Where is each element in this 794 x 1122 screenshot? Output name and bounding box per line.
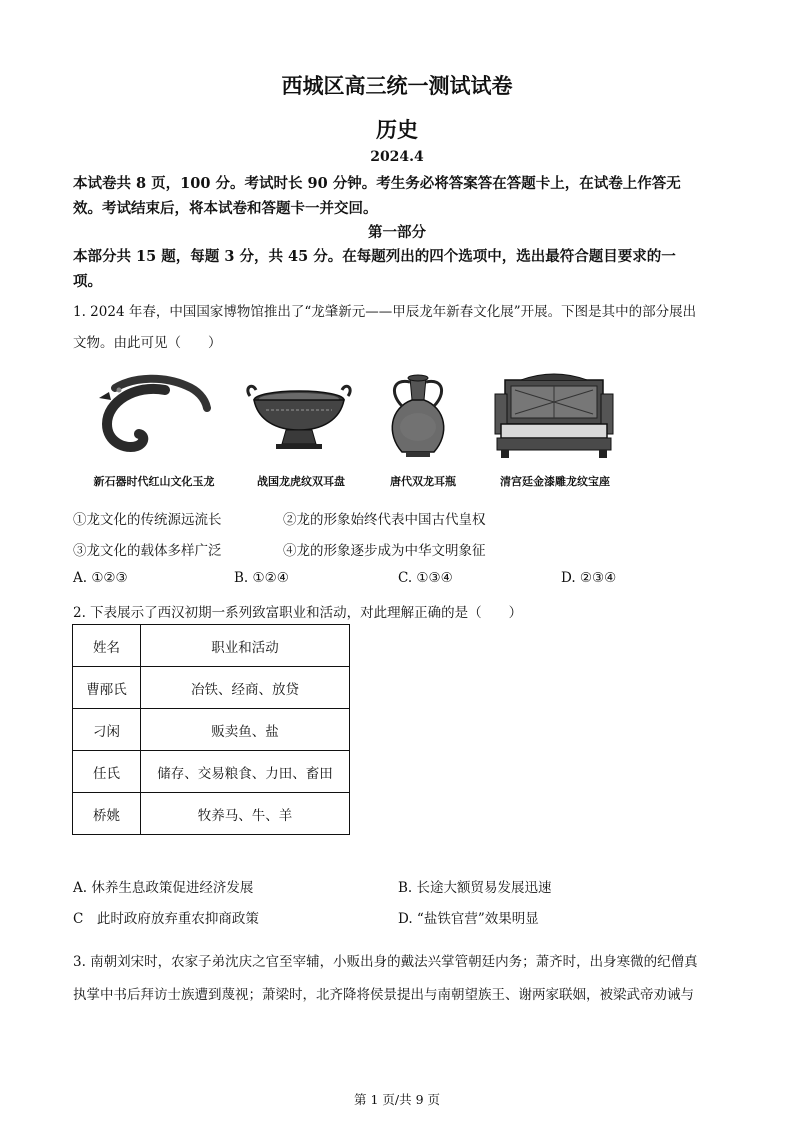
- table-cell-name: 桥姚: [73, 793, 141, 835]
- table-row: [73, 793, 350, 835]
- q2-option-b[interactable]: B. 长途大额贸易发展迅速: [398, 880, 552, 896]
- q2-option-d[interactable]: D. “盐铁官营”效果明显: [398, 911, 539, 927]
- jade-dragon-icon: [95, 374, 220, 456]
- table-row: [73, 751, 350, 793]
- q1-stem-line-2: 文物。由此可见（ ）: [73, 335, 222, 351]
- table-cell-name: 曹邴氏: [73, 667, 141, 709]
- q1-option-a[interactable]: A. ①②③: [73, 570, 128, 586]
- subject-title: 历史: [376, 117, 418, 142]
- figure-caption-1: 新石器时代红山文化玉龙: [93, 475, 215, 488]
- page-footer: 第 1 页/共 9 页: [353, 1092, 440, 1107]
- table-cell-activity: 储存、交易粮食、力田、畜田: [141, 751, 350, 793]
- table-header-activity: 职业和活动: [141, 625, 350, 667]
- table-cell-activity: 贩卖鱼、盐: [141, 709, 350, 751]
- table-cell-activity: 牧养马、牛、羊: [141, 793, 350, 835]
- q2-option-c[interactable]: C 此时政府放弃重农抑商政策: [73, 911, 259, 927]
- q1-statement-1: ①龙文化的传统源远流长: [73, 512, 222, 528]
- table-cell-name: 任氏: [73, 751, 141, 793]
- throne-icon: [491, 372, 617, 462]
- q2-table: [72, 624, 350, 835]
- q2-stem: 2. 下表展示了西汉初期一系列致富职业和活动，对此理解正确的是（ ）: [73, 605, 523, 621]
- figure-caption-3: 唐代双龙耳瓶: [390, 475, 456, 488]
- exam-title: 西城区高三统一测试试卷: [281, 73, 513, 98]
- q1-option-c[interactable]: C. ①③④: [398, 570, 453, 586]
- q3-stem-line-2: 执掌中书后拜访士族遭到蔑视；萧梁时，北齐降将侯景提出与南朝望族王、谢两家联姻，被梁武帝劝诫与: [73, 987, 694, 1003]
- table-row: [73, 667, 350, 709]
- q1-statement-4: ④龙的形象逐步成为中华文明象征: [283, 543, 486, 559]
- part-desc-line-2: 项。: [73, 273, 102, 290]
- q1-option-d[interactable]: D. ②③④: [561, 570, 617, 586]
- part-desc-line-1: 本部分共 15 题，每题 3 分，共 45 分。在每题列出的四个选项中，选出最符合题目要求的一: [73, 248, 676, 265]
- instructions-line-2: 效。考试结束后，将本试卷和答题卡一并交回。: [73, 200, 378, 217]
- q1-statement-2: ②龙的形象始终代表中国古代皇权: [283, 512, 486, 528]
- table-row: [73, 709, 350, 751]
- table-cell-activity: 冶铁、经商、放贷: [141, 667, 350, 709]
- dragon-vase-icon: [382, 372, 454, 462]
- q1-statement-3: ③龙文化的载体多样广泛: [73, 543, 222, 559]
- figure-caption-2: 战国龙虎纹双耳盘: [257, 475, 345, 488]
- part-heading: 第一部分: [368, 224, 426, 241]
- exam-date: 2024.4: [370, 149, 424, 165]
- bronze-plate-icon: [246, 382, 352, 454]
- table-cell-name: 刁闲: [73, 709, 141, 751]
- table-header-name: 姓名: [73, 625, 141, 667]
- figure-caption-4: 清宫廷金漆雕龙纹宝座: [500, 475, 610, 488]
- instructions-line-1: 本试卷共 8 页，100 分。考试时长 90 分钟。考生务必将答案答在答题卡上，在试卷上作答无: [73, 175, 681, 192]
- q3-stem-line-1: 3. 南朝刘宋时，农家子弟沈庆之官至宰辅，小贩出身的戴法兴掌管朝廷内务；萧齐时，出身寒微的纪僧真: [73, 954, 698, 970]
- table-header-row: [73, 625, 350, 667]
- q1-stem-line-1: 1. 2024 年春，中国国家博物馆推出了“龙肇新元——甲辰龙年新春文化展”开展。下图是其中的部分展出: [73, 304, 697, 320]
- q2-option-a[interactable]: A. 休养生息政策促进经济发展: [73, 880, 254, 896]
- q1-option-b[interactable]: B. ①②④: [234, 570, 289, 586]
